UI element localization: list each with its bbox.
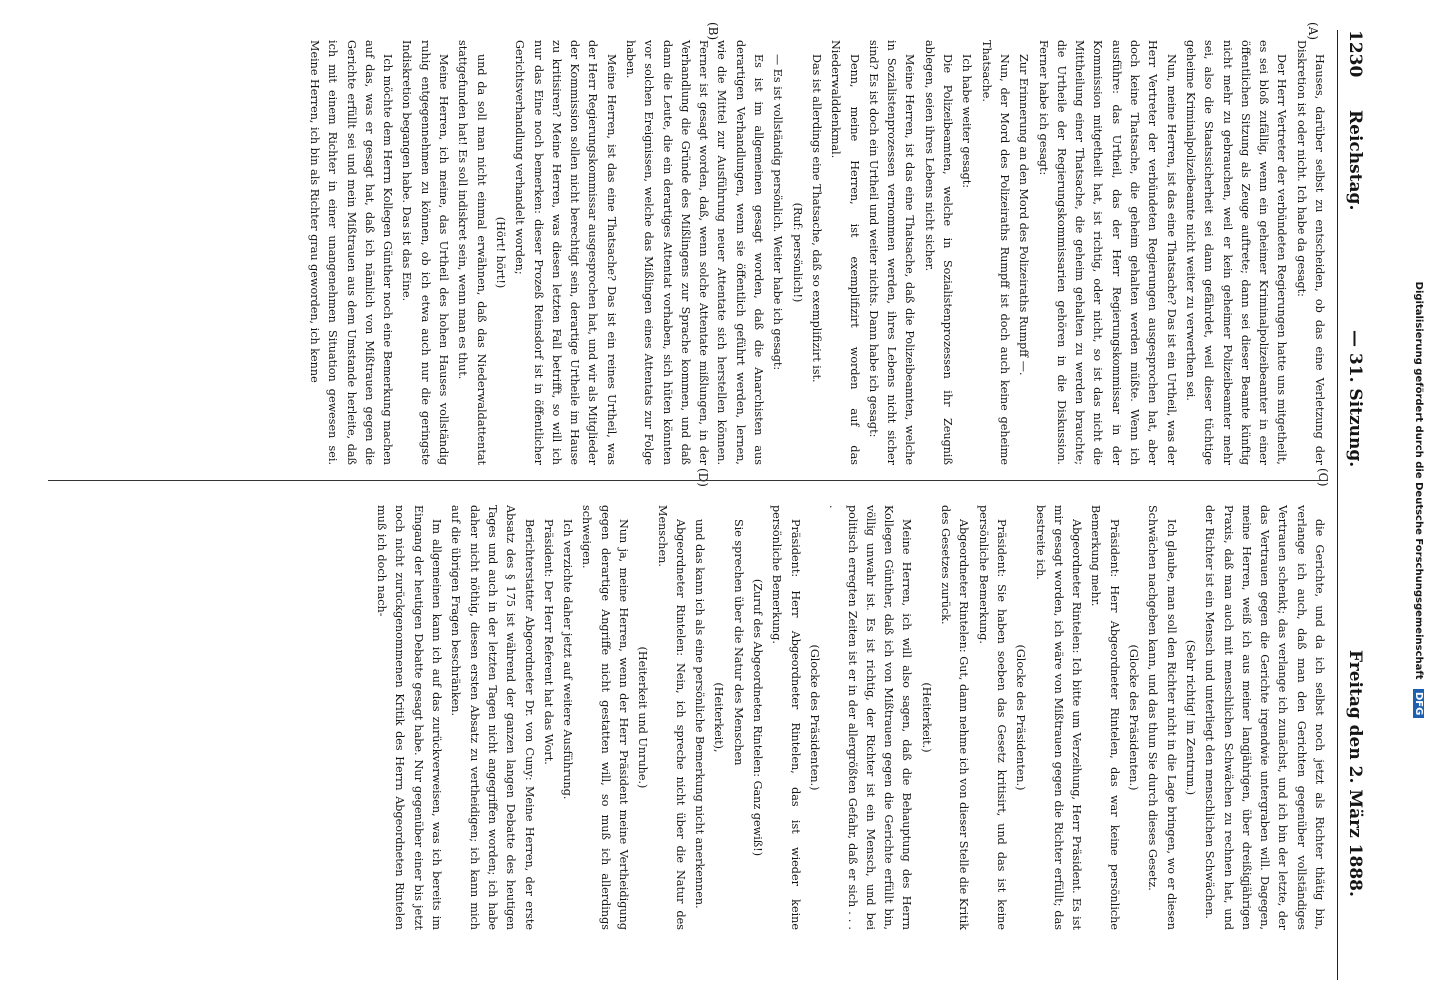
paragraph: Ich habe weiter gesagt: [960, 54, 974, 189]
paragraph: Im allgemeinen kann ich auf das zurückverweisen, was ich bereits im Eingang der heutigen Debatte gesagt habe. Nur gegenüber einer bis jetzt noch nicht zurückgenommenen Kritik des Herrn Abgeordneten Rintelen muß ich doch nach- [375, 505, 444, 930]
paragraph: Die Polizeibeamten, welche in Sozialistenprozessen ihr Zeugniß ablegen, seien ihres Lebens nicht sicher. [922, 40, 955, 465]
paragraph: (Sehr richtig! im Zentrum.) [1183, 639, 1197, 796]
paragraph: — Es ist vollständig persönlich. Weiter habe ich gesagt: [771, 54, 785, 371]
paragraph: Ich möchte dem Herrn Kollegen Günther noch eine Bemerkung machen auf das, was er gesagt hat, daß ich nämlich von Mißtrauen gegen die Gerichte erfüllt sei und mein Mißtrauen aus dem Umstande herleite, daß ich mit einem Richter in einer unangenehmen Situation gewesen sei. Meine Herren, ich bin als Richter grau geworden, ich kenne [307, 40, 395, 465]
paragraph: Abgeordneter Rintelen: Nein, ich spreche nicht über die Natur des Menschen. [655, 505, 687, 930]
header-date: Freitag den 2. März 1888. [1345, 650, 1365, 897]
paragraph: (Zuruf des Abgeordneten Rintelen: Ganz gewiß!) [751, 578, 765, 857]
margin-mark-b: (B) [706, 22, 720, 41]
page-number: 1230 [1345, 30, 1365, 78]
page-header [1335, 30, 1365, 970]
paragraph: Präsident: Herr Abgeordneter Rintelen, das ist wieder keine persönliche Bemerkung. [770, 505, 802, 930]
left-column [304, 40, 1328, 465]
column-divider [48, 480, 1328, 481]
margin-mark-a: (A) [1306, 22, 1320, 41]
margin-mark-d: (D) [696, 468, 710, 487]
paragraph: (Ruf: persönlich!) [790, 202, 804, 303]
paragraph: Hauses, darüber selbst zu entscheiden, ob das eine Verletzung der Diskretion ist oder nicht. Ich habe da gesagt: [1294, 40, 1326, 465]
paragraph: Meine Herren, ich meine, das Urtheil des hohen Hauses vollständig ruhig entgegennehmen zu können, ob ich etwa auch nur die geringste Indiskretion begangen habe. Das ist das Eine. [400, 40, 451, 465]
paragraph: Nun, meine Herren, ist das eine Thatsache? Das ist ein Urtheil, was der Herr Vertreter der verbündeten Regierungen ausgesprochen hat, aber doch keine Thatsache, die geheim gehalten werden müßte. Wenn ich ausführe: das Urtheil, das der Herr Regierungskommissar in der Kommission mitgetheilt hat, ist richtig, oder nicht, so ist das nicht die Mittheilung einer Thatsache, die geheim gehalten zu werden brauchte; die Urtheile der Regierungskommissarien gehören in die Diskussion. Ferner habe ich gesagt: [1036, 40, 1178, 465]
paragraph: Meine Herren, ist das eine Thatsache, daß die Polizeibeamten, welche in Sozialistenprozessen vernommen werden, ihres Lebens nicht sicher sind? Es ist doch ein Urtheil und weiter nichts. Dann habe ich gesagt: [866, 40, 917, 465]
paragraph: Denn, meine Herren, ist exemplifizirt worden auf das Niederwalddenkmal. [829, 40, 861, 465]
paragraph: Der Herr Vertreter der verbündeten Regierungen hatte uns mitgetheilt, es sei bloß zufällig, wenn ein geheimer Kriminalpolizeibeamter in einer öffentlichen Sitzung als Zeuge auftrete; dann sei dieser Beamte künftig nicht mehr zu gebrauchen, weil er kein geheimer Polizeibeamter mehr sei, also die Staatssicherheit sei dann gefährdet, weil dieser tüchtige geheime Kriminalpolizeibeamte nicht weiter zu verwerthen sei. [1183, 40, 1289, 465]
paragraph: Abgeordneter Rintelen: Ich bitte um Verzeihung, Herr Präsident. Es ist mir gesagt worden, ich wäre von Mißtrauen gegen die Richter erfüllt; das bestreite ich. [1033, 505, 1084, 930]
paragraph: (Glocke des Präsidenten.) [807, 644, 821, 791]
paragraph: Sie sprechen über die Natur des Menschen [731, 519, 745, 766]
paragraph: Es ist im allgemeinen gesagt worden, daß die Anarchisten aus derartigen Verhandlungen, wenn sie öffentlich geführt werden, lernen, wie die Mittel zur Ausführung neuer Attentate sich herstellen können. Ferner ist gesagt worden, daß, wenn solche Attentate mißlungen, in der Verhandlung die Gründe des Mißlingens zur Sprache kommen, und daß dann die Leute, die ein derartiges Attentat vorhaben, sich hüten könnten vor solchen Ereignissen, welche das Mißlingen eines Attentats zur Folge haben. [624, 40, 766, 465]
paragraph: Präsident: Der Herr Referent hat das Wort. [541, 519, 555, 765]
paragraph: und da soll man nicht einmal erwähnen, daß das Niederwaldattentat stattgefunden hat! Es soll indiskret sein, wenn man es thut. [456, 40, 488, 465]
paragraph: Meine Herren, ist das eine Thatsache? Das ist ein reines Urtheil, was der Herr Regierungskommissar ausgesprochen hat, und wir als Mitglieder der Kommission sollen nicht berechtigt sein, derartige Urtheile im Hause zu kritisiren? Meine Herren, was diesen letzten Fall betrifft, so will ich nur das Eine noch bemerken: dieser Prozeß Reinsdorf ist in öffentlicher Gerichtsverhandlung verhandelt worden; [513, 40, 618, 465]
paragraph: und das kann ich als eine persönliche Bemerkung nicht anerkennen. [693, 519, 707, 909]
footer-strip [1405, 0, 1432, 1000]
dfg-logo: DFG [1413, 689, 1424, 718]
paragraph: (Glocke des Präsidenten.) [1014, 644, 1028, 791]
paragraph: Ich verzichte daher jetzt auf weitere Ausführung. [561, 519, 575, 800]
paragraph: Abgeordneter Rintelen: Gut, dann nehme ich von dieser Stelle die Kritik des Gesetzes zurück. [939, 505, 971, 930]
header-center: — 31. Sitzung. [1345, 330, 1365, 468]
paragraph: Präsident: Herr Abgeordneter Rintelen, das war keine persönliche Bemerkung mehr. [1089, 505, 1121, 930]
header-left: Reichstag. [1345, 110, 1365, 211]
paragraph: Das ist allerdings eine Thatsache, daß so exemplifizirt ist. [809, 54, 823, 383]
paragraph: (Heiterkeit), [712, 682, 726, 753]
paragraph: Präsident: Sie haben soeben das Gesetz kritisirt, und das ist keine persönliche Bemerkung. [976, 505, 1008, 930]
paragraph: Berichterstatter Abgeordneter Dr. von Cuny: Meine Herren, der erste Absatz des § 175 ist während der ganzen langen Debatte des heutigen Tages und auch in der letzten Tagen nicht angegriffen worden; ich habe daher nicht nöthig, diesen ersten Absatz zu vertheidigen; ich kann mich auf die übrigen Fragen beschränken. [449, 505, 536, 930]
footer-text: Digitalisierung gefördert durch die Deutsche Forschungsgemeinschaft [1413, 281, 1424, 680]
paragraph: Nun, der Mord des Polizeiraths Rumpff ist doch auch keine geheime Thatsache. [979, 40, 1011, 465]
margin-mark-c: (C) [1316, 468, 1330, 487]
paragraph: Meine Herren, ich will also sagen, daß die Behauptung des Herrn Kollegen Günther, daß ich von Mißtrauen gegen die Gerichte erfüllt bin, völlig unwahr ist. Es ist richtig, der Richter ist ein Mensch, und bei politisch erregten Zeiten ist er in der allergrößten Gefahr, daß er sich . . . . [827, 505, 914, 930]
right-column [371, 505, 1328, 930]
paragraph: Zur Erinnerung an den Mord des Polizeiraths Rumpff —. [1017, 54, 1031, 376]
paragraph: (Hört! hört!) [493, 216, 507, 289]
paragraph: (Glocke des Präsidenten.) [1127, 644, 1141, 791]
paragraph: die Gerichte, und da ich selbst noch jetzt als Richter thätig bin, verlange ich auch, daß man den Gerichten gegenüber vollständiges Vertrauen schenkt; das verlange ich zunächst, und ich bin der letzte, der das Vertrauen gegen die Gerichte irgendwie untergraben will. Dagegen, meine Herren, weiß ich aus meiner langjährigen, über dreißigjährigen Praxis, daß man auch mit menschlichen Schwächen zu rechnen hat, und der Richter ist ein Mensch und unterliegt den menschlichen Schwächen. [1203, 505, 1326, 930]
paragraph: (Heiterkeit und Unruhe.) [636, 646, 650, 789]
paragraph: Ich glaube, man soll den Richter nicht in die Lage bringen, wo er diesen Schwächen nachgeben kann, und das thun Sie durch dieses Gesetz. [1146, 505, 1178, 930]
paragraph: (Heiterkeit.) [919, 682, 933, 753]
paragraph: Nun ja, meine Herren, wenn der Herr Präsident meine Vertheidigung gegen derartige Angriffe nicht gestatten will, so muß ich allerdings schweigen. [580, 505, 631, 930]
header-rule [1337, 30, 1338, 980]
